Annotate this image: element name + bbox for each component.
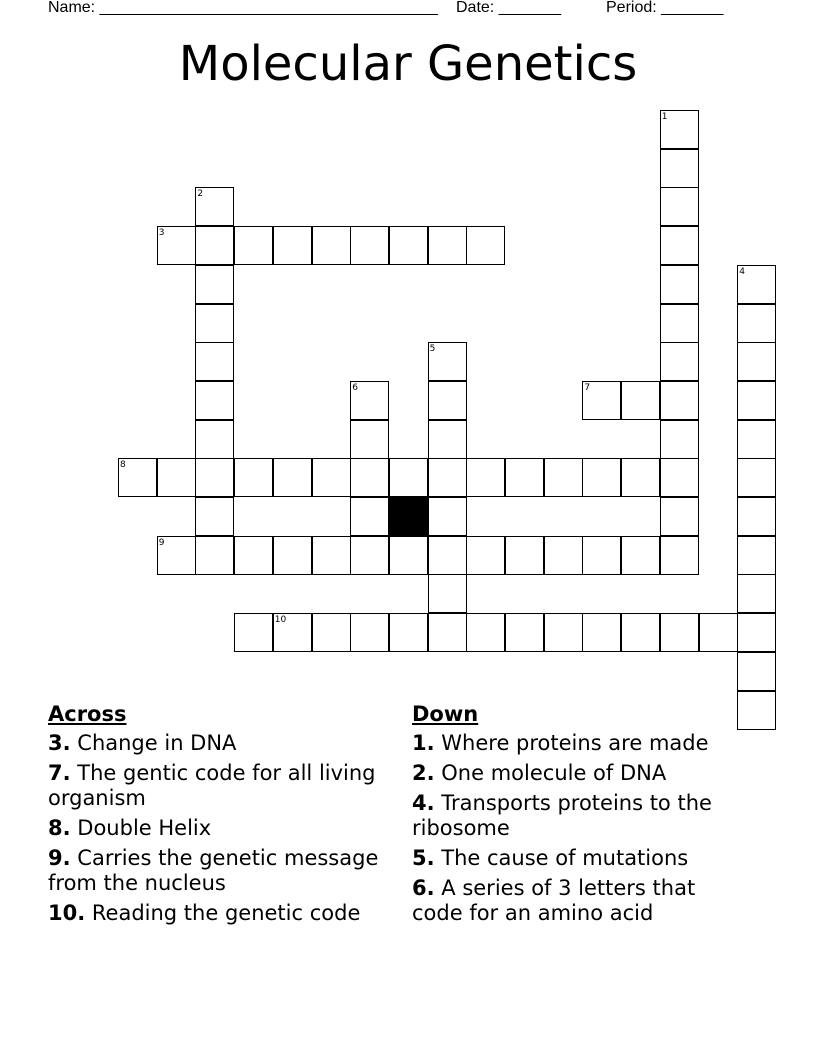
grid-cell[interactable] bbox=[660, 381, 699, 420]
grid-cell[interactable] bbox=[312, 458, 351, 497]
grid-cell[interactable] bbox=[505, 458, 544, 497]
grid-cell[interactable] bbox=[195, 458, 234, 497]
clue-text: One molecule of DNA bbox=[441, 761, 667, 785]
clue-number: 3. bbox=[48, 731, 71, 755]
grid-cell[interactable] bbox=[544, 613, 583, 652]
grid-cell[interactable] bbox=[157, 536, 196, 575]
clue-text: Carries the genetic message from the nucleus bbox=[48, 846, 379, 895]
grid-cell[interactable] bbox=[428, 226, 467, 265]
clue-number-label: 7 bbox=[584, 382, 591, 393]
grid-cell[interactable] bbox=[660, 613, 699, 652]
grid-cell[interactable] bbox=[660, 536, 699, 575]
grid-cell[interactable] bbox=[660, 458, 699, 497]
grid-cell[interactable] bbox=[544, 536, 583, 575]
grid-cell[interactable] bbox=[157, 226, 196, 265]
grid-cell[interactable] bbox=[350, 458, 389, 497]
clue-number-label: 2 bbox=[197, 189, 204, 200]
clue-number: 9. bbox=[48, 846, 71, 870]
grid-cell[interactable] bbox=[582, 381, 621, 420]
grid-cell[interactable] bbox=[234, 613, 273, 652]
grid-cell[interactable] bbox=[737, 536, 776, 575]
grid-cell[interactable] bbox=[195, 381, 234, 420]
across-heading: Across bbox=[48, 702, 127, 726]
grid-cell[interactable] bbox=[737, 342, 776, 381]
grid-cell[interactable] bbox=[195, 497, 234, 536]
clue-number-label: 9 bbox=[158, 537, 165, 548]
across-clue bbox=[48, 761, 398, 811]
grid-cell[interactable] bbox=[660, 226, 699, 265]
clue-number: 4. bbox=[412, 791, 435, 815]
grid-cell[interactable] bbox=[350, 536, 389, 575]
period-field-label[interactable]: Period: _______ bbox=[606, 0, 724, 16]
down-clue bbox=[412, 846, 752, 871]
clue-text: The cause of mutations bbox=[441, 846, 689, 870]
grid-cell[interactable] bbox=[621, 381, 660, 420]
clue-text: Transports proteins to the ribosome bbox=[412, 791, 712, 840]
across-clue bbox=[48, 846, 398, 896]
name-field-label[interactable]: Name: ______________________________________ bbox=[48, 0, 438, 16]
grid-cell[interactable] bbox=[428, 574, 467, 613]
grid-cell[interactable] bbox=[389, 226, 428, 265]
clue-number-label: 8 bbox=[120, 460, 126, 471]
grid-block bbox=[389, 497, 428, 536]
clue-number-label: 1 bbox=[661, 112, 668, 122]
grid-cell[interactable] bbox=[195, 265, 234, 304]
grid-cell[interactable] bbox=[621, 458, 660, 497]
grid-cell[interactable] bbox=[273, 226, 312, 265]
clue-number: 1. bbox=[412, 731, 435, 755]
grid-cell[interactable] bbox=[466, 536, 505, 575]
clue-number: 8. bbox=[48, 816, 71, 840]
grid-cell[interactable] bbox=[737, 497, 776, 536]
down-clue bbox=[412, 761, 752, 786]
clue-number: 10. bbox=[48, 901, 86, 925]
grid-cell[interactable] bbox=[428, 381, 467, 420]
across-clue bbox=[48, 901, 398, 926]
clue-number-label: 6 bbox=[352, 382, 358, 393]
grid-cell[interactable] bbox=[428, 536, 467, 575]
grid-cell[interactable] bbox=[273, 536, 312, 575]
grid-cell[interactable] bbox=[660, 149, 699, 188]
grid-cell[interactable] bbox=[350, 226, 389, 265]
grid-cell[interactable] bbox=[660, 265, 699, 304]
grid-cell[interactable] bbox=[389, 536, 428, 575]
down-clues bbox=[412, 702, 752, 931]
clue-text: Reading the genetic code bbox=[91, 901, 361, 925]
grid-cell[interactable] bbox=[737, 304, 776, 343]
grid-cell[interactable] bbox=[157, 458, 196, 497]
grid-cell[interactable] bbox=[737, 613, 776, 652]
grid-cell[interactable] bbox=[660, 420, 699, 459]
grid-cell[interactable] bbox=[660, 110, 699, 149]
clue-text: Where proteins are made bbox=[441, 731, 709, 755]
across-clue bbox=[48, 816, 398, 841]
grid-cell[interactable] bbox=[660, 187, 699, 226]
grid-cell[interactable] bbox=[621, 536, 660, 575]
grid-cell[interactable] bbox=[234, 226, 273, 265]
grid-cell[interactable] bbox=[737, 458, 776, 497]
grid-cell[interactable] bbox=[350, 420, 389, 459]
clue-number: 5. bbox=[412, 846, 435, 870]
grid-cell[interactable] bbox=[389, 613, 428, 652]
grid-cell[interactable] bbox=[195, 342, 234, 381]
grid-cell[interactable] bbox=[582, 458, 621, 497]
grid-cell[interactable] bbox=[389, 458, 428, 497]
date-field-label[interactable]: Date: _______ bbox=[456, 0, 561, 16]
across-clue bbox=[48, 731, 398, 756]
grid-cell[interactable] bbox=[466, 458, 505, 497]
grid-cell[interactable] bbox=[428, 420, 467, 459]
grid-cell[interactable] bbox=[621, 613, 660, 652]
grid-cell[interactable] bbox=[428, 342, 467, 381]
grid-cell[interactable] bbox=[195, 304, 234, 343]
grid-cell[interactable] bbox=[737, 265, 776, 304]
down-clue bbox=[412, 731, 752, 756]
grid-cell[interactable] bbox=[737, 652, 776, 691]
down-heading: Down bbox=[412, 702, 479, 726]
clue-text: Double Helix bbox=[77, 816, 212, 840]
grid-cell[interactable] bbox=[312, 613, 351, 652]
grid-cell[interactable] bbox=[660, 497, 699, 536]
grid-cell[interactable] bbox=[505, 536, 544, 575]
grid-cell[interactable] bbox=[582, 613, 621, 652]
grid-cell[interactable] bbox=[350, 613, 389, 652]
grid-cell[interactable] bbox=[544, 458, 583, 497]
grid-cell[interactable] bbox=[428, 497, 467, 536]
grid-cell[interactable] bbox=[118, 458, 157, 497]
grid-cell[interactable] bbox=[428, 613, 467, 652]
grid-cell[interactable] bbox=[195, 536, 234, 575]
grid-cell[interactable] bbox=[234, 458, 273, 497]
grid-cell[interactable] bbox=[312, 536, 351, 575]
grid-cell[interactable] bbox=[428, 458, 467, 497]
clue-number: 6. bbox=[412, 876, 435, 900]
down-clue bbox=[412, 876, 752, 926]
grid-cell[interactable] bbox=[737, 381, 776, 420]
clue-text: The gentic code for all living organism bbox=[48, 761, 376, 810]
clue-number: 2. bbox=[412, 761, 435, 785]
across-clues bbox=[48, 702, 398, 931]
clue-text: A series of 3 letters that code for an amino acid bbox=[412, 876, 696, 925]
grid-cell[interactable] bbox=[195, 420, 234, 459]
grid-cell[interactable] bbox=[582, 536, 621, 575]
page-title: Molecular Genetics bbox=[178, 36, 638, 92]
grid-cell[interactable] bbox=[660, 342, 699, 381]
grid-cell[interactable] bbox=[350, 497, 389, 536]
clue-number-label: 5 bbox=[429, 344, 436, 355]
grid-cell[interactable] bbox=[466, 226, 505, 265]
grid-cell[interactable] bbox=[660, 304, 699, 343]
grid-cell[interactable] bbox=[505, 613, 544, 652]
clue-number-label: 10 bbox=[274, 615, 287, 626]
clue-number: 7. bbox=[48, 761, 71, 785]
grid-cell[interactable] bbox=[699, 613, 738, 652]
grid-cell[interactable] bbox=[273, 458, 312, 497]
grid-cell[interactable] bbox=[737, 420, 776, 459]
grid-cell[interactable] bbox=[234, 536, 273, 575]
down-clue bbox=[412, 791, 752, 841]
grid-cell[interactable] bbox=[273, 613, 312, 652]
grid-cell[interactable] bbox=[466, 613, 505, 652]
grid-cell[interactable] bbox=[312, 226, 351, 265]
grid-cell[interactable] bbox=[350, 381, 389, 420]
grid-cell[interactable] bbox=[737, 574, 776, 613]
clue-number-label: 3 bbox=[158, 228, 165, 239]
clue-number-label: 4 bbox=[739, 266, 745, 277]
grid-cell[interactable] bbox=[195, 187, 234, 226]
clue-text: Change in DNA bbox=[77, 731, 237, 755]
grid-cell[interactable] bbox=[195, 226, 234, 265]
